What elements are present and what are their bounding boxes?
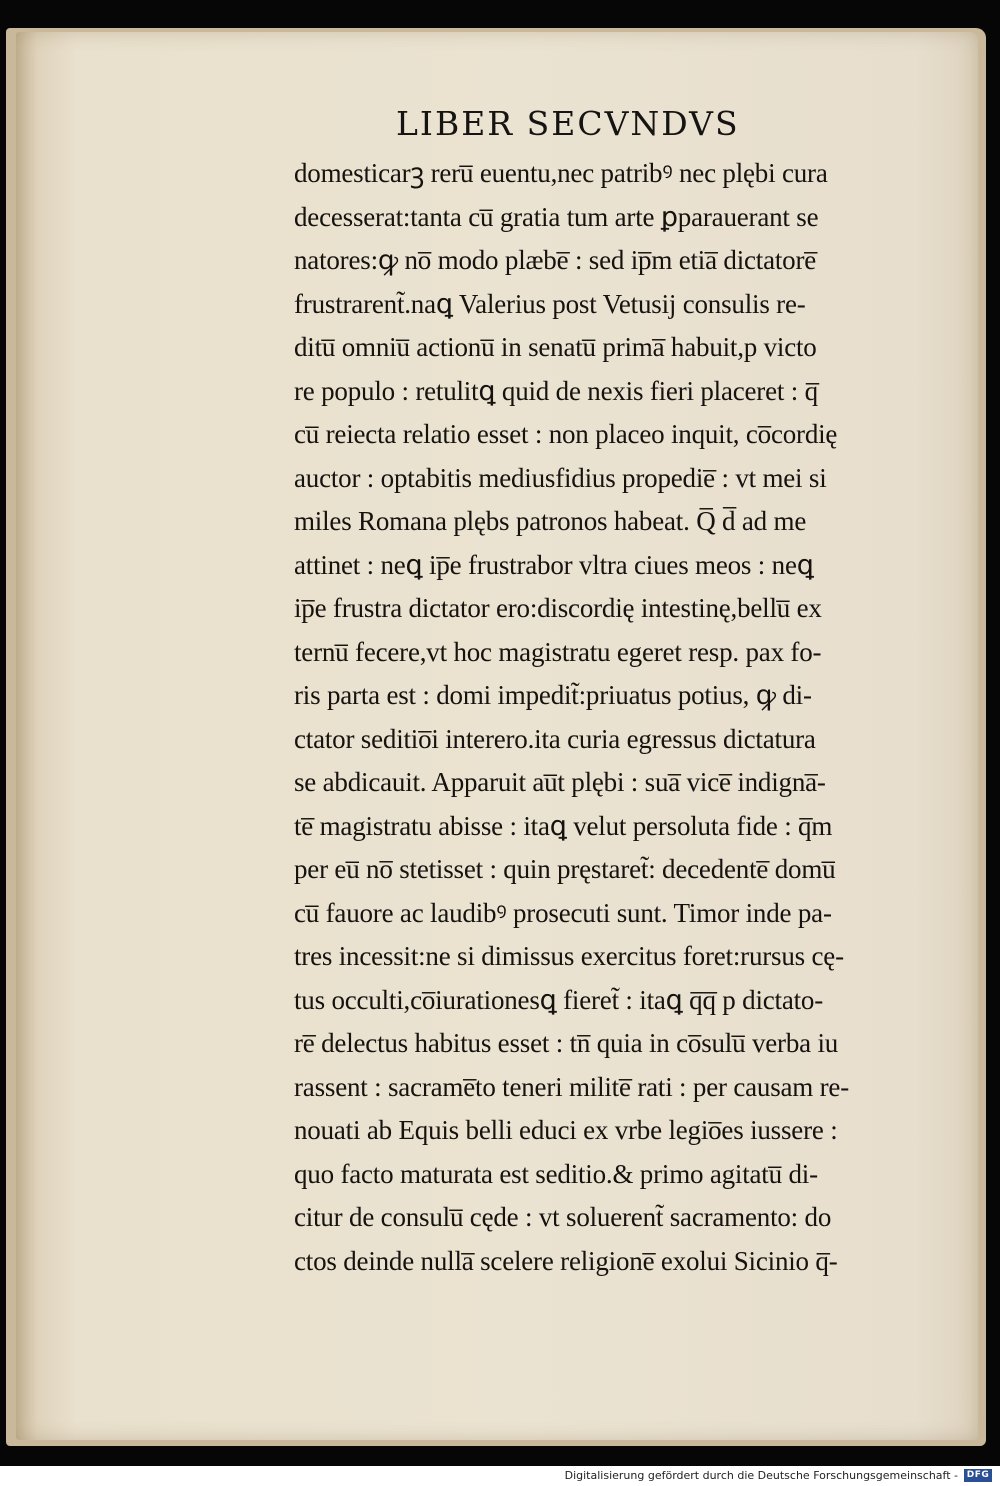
text-line: tus occulti,co̅iurationesꝗ fieret̃ : itaꝗ q̅q̅ p dictato- [294,984,824,1015]
text-line: se abdicauit. Apparuit au̅t plębi : sua̅ vice̅ indigna̅- [294,767,826,797]
text-line: cu̅ fauore ac laudibꝰ prosecuti sunt. Timor inde pa- [294,897,832,928]
text-line: ris parta est : domi impedit̃:priuatus potius, ꝙ di- [294,680,812,710]
text-line: rassent : sacrame̅to teneri milite̅ rati : per causam re- [294,1071,849,1102]
text-line: re̅ delectus habitus esset : tn̅ quia in co̅sulu̅ verba iu [294,1028,839,1058]
text-line: ditu̅ omniu̅ actionu̅ in senatu̅ prima̅ habuit,p victo [294,332,817,362]
text-line: auctor : optabitis mediusfidius propedie̅ : vt mei si [294,462,827,493]
text-line: per eu̅ no̅ stetisset : quin pręstaret̃: decedente̅ domu̅ [294,854,836,884]
text-line: quo facto maturata est seditio.& primo agitatu̅ di- [294,1158,818,1189]
text-line: cu̅ reiecta relatio esset : non placeo inquit, co̅cordię [294,419,838,449]
text-line: nouati ab Equis belli educi ex vrbe legio̅es iussere : [294,1115,838,1145]
text-line: ip̅e frustra dictator ero:discordię intestinę,bellu̅ ex [294,593,822,623]
text-line: miles Romana plębs patronos habeat. Q̅ d̅ ad me [294,506,807,536]
text-line: decesserat:tanta cu̅ gratia tum arte ꝑparauerant se [294,201,819,232]
text-line: te̅ magistratu abisse : itaꝗ velut persoluta fide : q̅m [294,810,833,841]
text-line: domesticarꝫ reru̅ euentu,nec patribꝰ nec plębi cura [294,158,828,188]
text-line: attinet : neꝗ ip̅e frustrabor vltra ciues meos : neꝗ [294,549,814,580]
text-line: ctator seditio̅i interero.ita curia egressus dictatura [294,723,816,754]
text-line: tres incessit:ne si dimissus exercitus foret:rursus cę- [294,941,844,971]
running-head: LIBER SECVNDVS [396,104,740,143]
text-line: frustrarent̃.naꝗ Valerius post Vetusij consulis re- [294,288,806,319]
footer-credit: Digitalisierung gefördert durch die Deutsche Forschungsgemeinschaft - [564,1469,958,1482]
text-line: ternu̅ fecere,vt hoc magistratu egeret resp. pax fo- [294,636,822,667]
text-block [294,152,914,1283]
text-line: citur de consulu̅ cęde : vt soluerent̃ sacramento: do [294,1202,832,1232]
dfg-logo: DFG [964,1469,992,1482]
text-line: ctos deinde nulla̅ scelere religione̅ exolui Sicinio q̅- [294,1245,838,1276]
text-line: natores:ꝙ no̅ modo plæbe̅ : sed ip̅m etia̅ dictatore̅ [294,245,817,275]
footer-bar [0,1466,1000,1486]
text-line: re populo : retulitꝗ quid de nexis fieri placeret : q̅ [294,375,818,406]
